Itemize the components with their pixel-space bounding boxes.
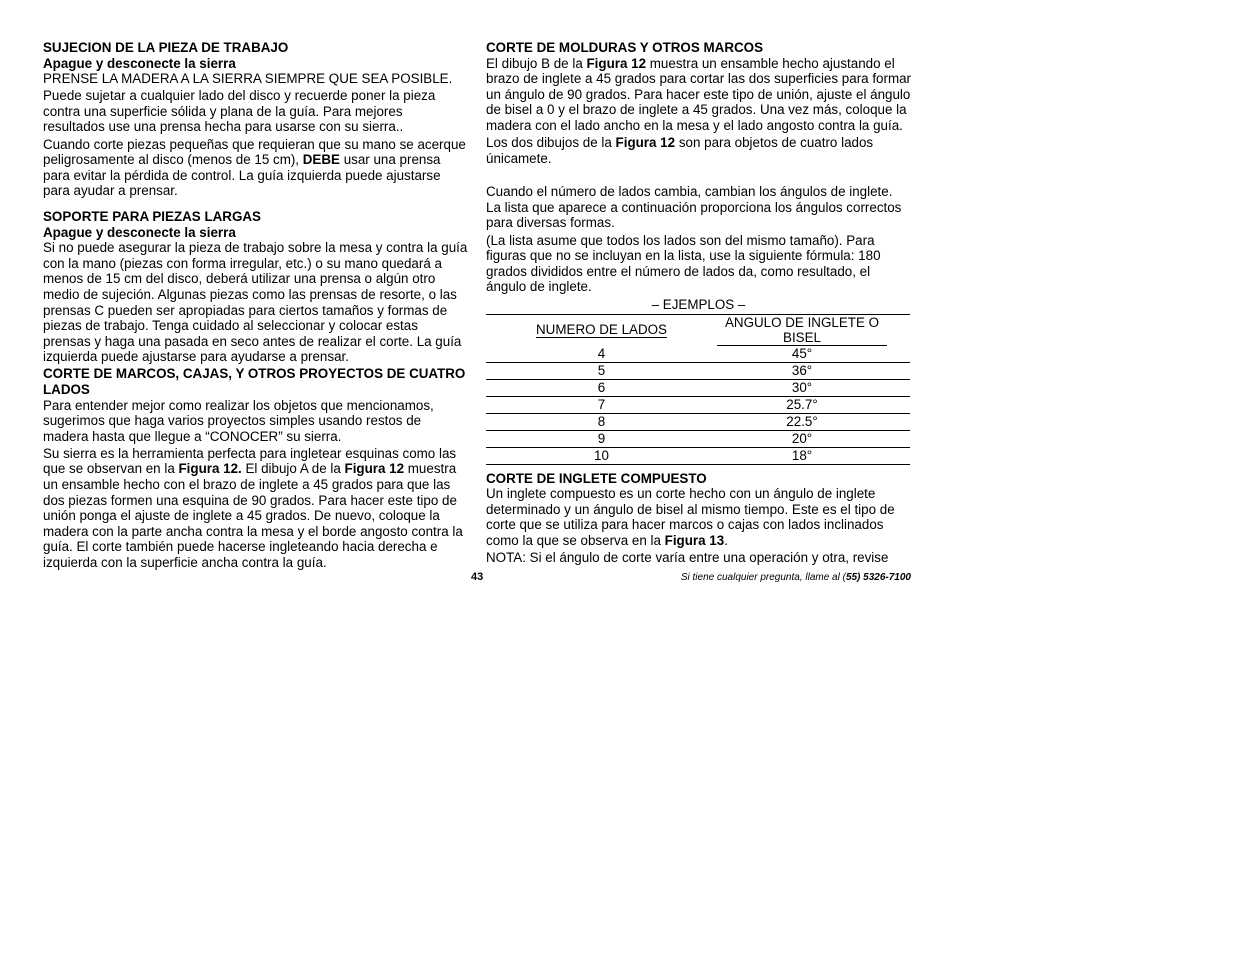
right-column	[486, 40, 911, 567]
paragraph: Cuando corte piezas pequeñas que requieran que su mano se acerque peligrosamente al disco (menos de 15 cm), DEBE usar una prensa para evitar la pérdida de control. La guía izquierda puede ajustarse para ayudar a prensar.	[43, 136, 466, 199]
section-title-molduras: CORTE DE MOLDURAS Y OTROS MARCOS	[486, 40, 764, 55]
paragraph: Los dos dibujos de la Figura 12 son para objetos de cuatro lados únicamete.	[486, 135, 874, 166]
section-title-sujecion: SUJECION DE LA PIEZA DE TRABAJO	[43, 40, 289, 55]
paragraph: Su sierra es la herramienta perfecta para ingletear esquinas como las que se observan en la Figura 12. El dibujo A de la Figura 12 muestra un ensamble hecho con el brazo de inglete a 45 grados para que las dos piezas formen una esquina de 90 grados. Para hacer este tipo de unión ponga el ajuste de inglete a 45 grados. De nuevo, coloque la madera con la parte ancha contra la mesa y el borde angosto contra la guía. El corte también puede hacerse ingleteando hacia derecha e izquierda con la superficie ancha contra la guía.	[43, 445, 463, 570]
table-row	[486, 346, 910, 363]
column-header-lados: NUMERO DE LADOS	[536, 322, 667, 337]
table-row	[486, 379, 910, 396]
table-row	[486, 413, 910, 430]
paragraph: Si no puede asegurar la pieza de trabajo sobre la mesa y contra la guía con la mano (piezas con forma irregular, etc.) o su mano quedará a menos de 15 cm del disco, deberá utilizar una prensa o algún otro medio de sujeción. Algunas piezas como las prensas de resorte, o las prensas C pueden ser apropiadas para ciertos tamaños y formas de piezas de trabajo. Tenga cuidado al seleccionar y colocar estas prensas y haga una pasada en seco antes de realizar el corte. La guía izquierda puede ajustarse para ayudarse a prensar.	[43, 240, 468, 365]
paragraph: Cuando el número de lados cambia, cambian los ángulos de inglete. La lista que aparece a continuación proporciona los ángulos correctos para diversas formas.	[486, 184, 902, 231]
section-title-marcos: CORTE DE MARCOS, CAJAS, Y OTROS PROYECTOS DE CUATRO LADOS	[43, 366, 466, 397]
examples-table	[486, 314, 910, 465]
cell-angulo: 20°	[791, 430, 813, 446]
cell-angulo: 36°	[791, 362, 813, 378]
cell-lados: 8	[486, 413, 717, 430]
page-number: 43	[471, 571, 484, 583]
paragraph: Para entender mejor como realizar los objetos que mencionamos, sugerimos que haga varios proyectos simples usando restos de madera hasta que llegue a “CONOCER” su sierra.	[43, 397, 434, 444]
paragraph: El dibujo B de la Figura 12 muestra un ensamble hecho ajustando el brazo de inglete a 45 grados para cortar las dos superficies para formar un ángulo de 90 grados. Para hacer este tipo de unión, ajuste el ángulo de bisel a 0 y el brazo de inglete a 45 grados. Una vez más, coloque la madera con el lado ancho en la mesa y el lado angosto contra la guía.	[486, 55, 912, 133]
section-title-inglete-compuesto: CORTE DE INGLETE COMPUESTO	[486, 470, 707, 486]
table-row	[486, 430, 910, 447]
table-header-row	[486, 314, 910, 346]
paragraph: Puede sujetar a cualquier lado del disco y recuerde poner la pieza contra una superficie sólida y plana de la guía. Para mejores resultados use una prensa hecha para usarse con su sierra..	[43, 88, 436, 135]
paragraph: Un inglete compuesto es un corte hecho con un ángulo de inglete determinado y un ángulo de bisel al mismo tiempo. Este es el tipo de corte que se utiliza para hacer marcos o cajas con lados inclinados como la que se observa en la Figura 13.	[486, 486, 895, 548]
paragraph: (La lista asume que todos los lados son del mismo tamaño). Para figuras que no se incluyan en la lista, use la siguiente fórmula: 180 grados divididos entre el número de lados da, como resultado, el ángulo de inglete.	[486, 232, 881, 295]
paragraph: PRENSE LA MADERA A LA SIERRA SIEMPRE QUE SEA POSIBLE.	[43, 71, 453, 87]
table-row	[486, 362, 910, 379]
cell-angulo: 25.7°	[786, 396, 818, 412]
table-row	[486, 447, 910, 464]
column-header-angulo: ANGULO DE INGLETE O BISEL	[717, 315, 887, 346]
section-title-soporte: SOPORTE PARA PIEZAS LARGAS	[43, 208, 261, 224]
cell-lados: 5	[486, 362, 717, 379]
help-phone-line: Si tiene cualquier pregunta, llame al (55) 5326-7100	[680, 572, 911, 583]
left-column	[43, 40, 468, 572]
cell-angulo: 30°	[791, 379, 813, 395]
cell-angulo: 18°	[791, 447, 813, 463]
cell-angulo: 22.5°	[786, 413, 818, 429]
table-row	[486, 396, 910, 413]
section-subtitle-apague: Apague y desconecte la sierra	[43, 55, 236, 71]
cell-lados: 10	[486, 447, 717, 464]
table-caption: – EJEMPLOS –	[651, 296, 746, 312]
cell-angulo: 45°	[791, 345, 813, 361]
cell-lados: 9	[486, 430, 717, 447]
section-subtitle-apague: Apague y desconecte la sierra	[43, 224, 236, 240]
cell-lados: 7	[486, 396, 717, 413]
paragraph: NOTA: Si el ángulo de corte varía entre una operación y otra, revise	[486, 549, 889, 565]
cell-lados: 6	[486, 379, 717, 396]
cell-lados: 4	[486, 346, 717, 363]
